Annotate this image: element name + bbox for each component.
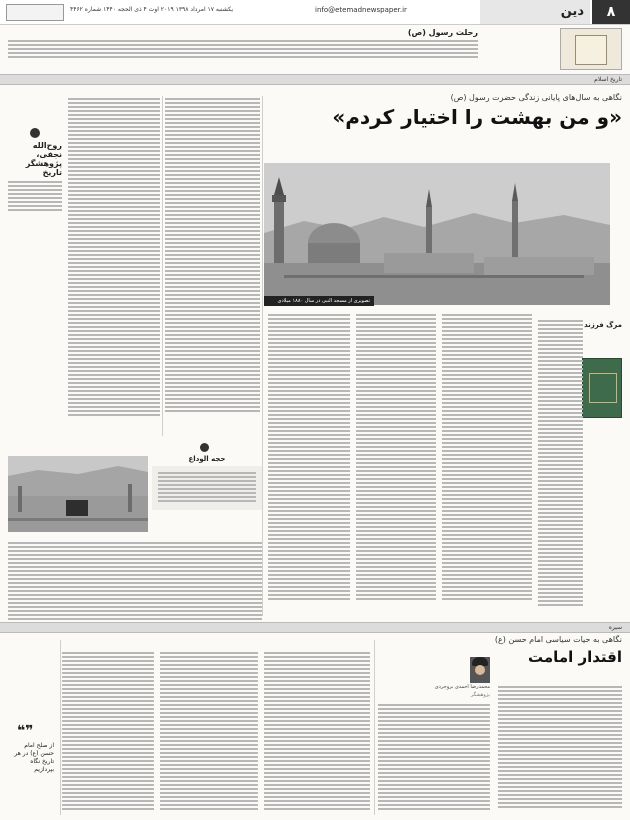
excerpt-title: رحلت رسول (ص): [407, 28, 478, 37]
section-bar-bottom: [0, 622, 630, 633]
section-bar-label: سیره: [608, 624, 622, 631]
author-photo: [470, 657, 490, 683]
photo-caption: تصویری از مسجد النبی در سال ۱۸۸۰ میلادی: [264, 296, 374, 306]
top-excerpt: [8, 28, 478, 70]
main-article-subhead: نگاهی به سال‌های پایانی زندگی حضرت رسول (ص): [450, 93, 622, 102]
mosque-photo: [264, 163, 610, 305]
article-column: [498, 684, 622, 810]
article-column: [538, 318, 583, 608]
book-cover-image: [582, 358, 622, 418]
section-bar-label: تاریخ اسلام: [594, 76, 622, 83]
article-column: [68, 96, 160, 418]
bottom-article-subhead: نگاهی به حیات سیاسی امام حسن (ع): [494, 635, 622, 644]
main-article-title: «و من بهشت را اختیار کردم»: [332, 105, 622, 129]
site-email[interactable]: info@etemadnewspaper.ir: [315, 6, 407, 14]
article-column: [356, 312, 436, 602]
author-role: پژوهشگر: [470, 692, 490, 698]
left-side-box: [8, 128, 62, 213]
column-divider: [162, 96, 163, 436]
article-column: [268, 312, 350, 602]
section-name: دین: [480, 0, 590, 24]
article-column: [8, 540, 262, 626]
article-column: [378, 702, 490, 812]
excerpt-text: [8, 40, 478, 58]
dateline: یکشنبه ۱۷ امرداد ۱۳۹۸ ۲۰۱۹ اوت ۴ ذی الحجه ۱۴۴۰ شماره ۴۴۶۲: [70, 6, 234, 13]
side-box-title: روح‌الله نجفی، پژوهشگر تاریخ: [25, 141, 62, 177]
bottom-article-title: اقتدار امامت: [528, 648, 622, 666]
column-divider: [60, 640, 61, 815]
column-divider: [262, 96, 263, 616]
inset-marker-icon: [200, 443, 209, 452]
quote-mark-icon: [30, 128, 40, 138]
pull-quote: از صلح امام حسن (ع) در هر تاریخ نگاه بپردازیم: [14, 742, 54, 773]
article-column: [62, 650, 154, 812]
article-column: [160, 650, 258, 812]
page-number: ۸: [592, 0, 630, 24]
inset-title: حجه الوداع: [188, 455, 226, 463]
article-column: [442, 312, 532, 602]
author-name: محمدرضا احمدی بروجردی: [434, 684, 490, 690]
article-column: [264, 650, 370, 812]
inset-box: [152, 466, 262, 510]
section-bar-main: [0, 74, 630, 85]
city-photo: [8, 456, 148, 532]
book-caption: مرگ فرزند: [584, 321, 622, 329]
excerpt-thumbnail: [560, 28, 622, 70]
quote-icon: ❝❞: [17, 723, 34, 739]
newspaper-logo: [6, 4, 64, 21]
page-header: [0, 0, 630, 25]
column-divider: [374, 640, 375, 815]
article-column: [165, 96, 260, 414]
